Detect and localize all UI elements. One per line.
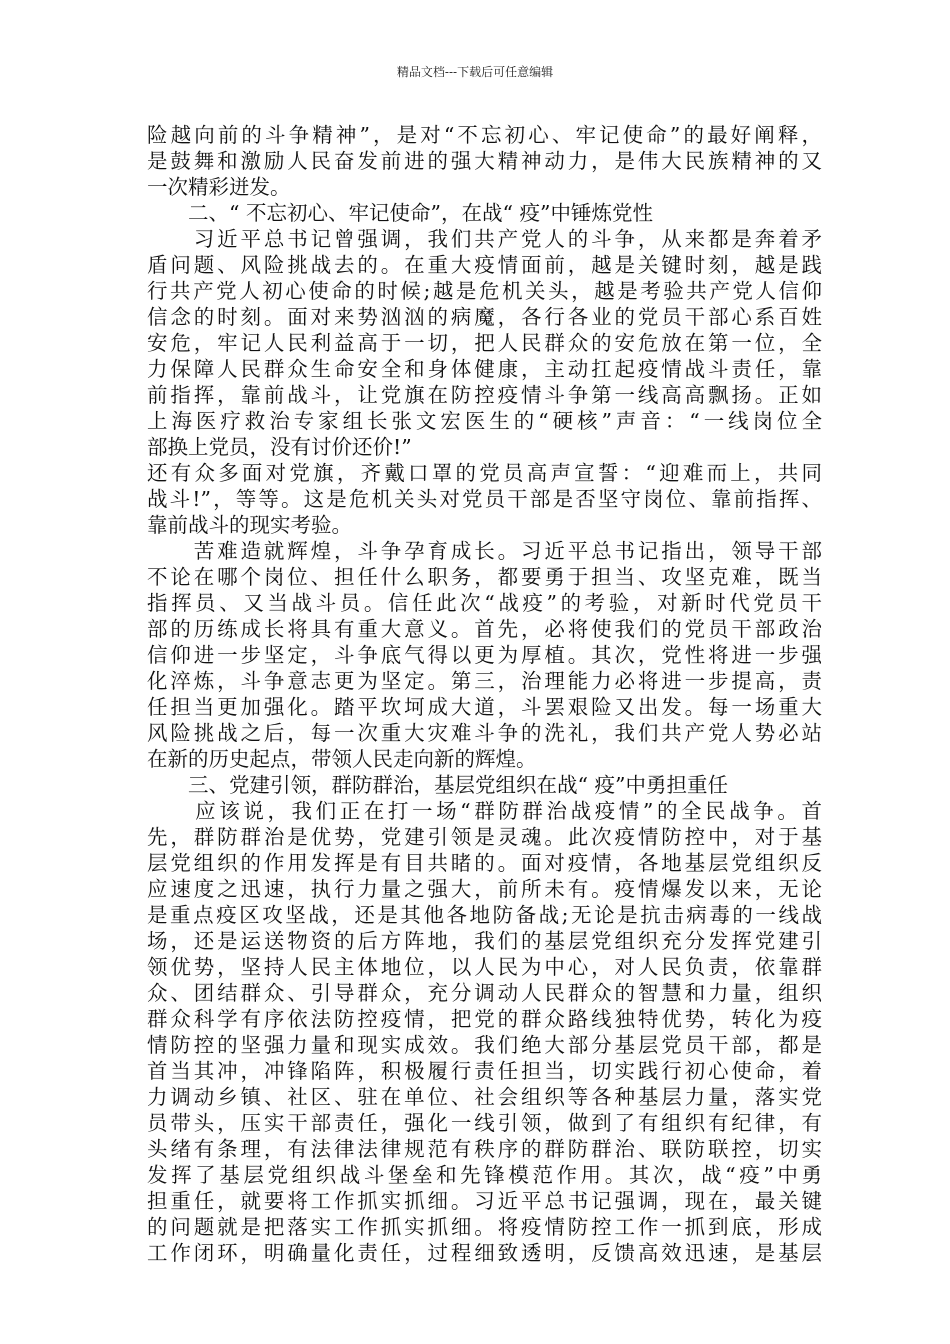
text-line: 任担当更加强化。踏平坎坷成大道，斗罢艰险又出发。每一场重大 [147,695,822,719]
text-line: 力保障人民群众生命安全和身体健康，主动扛起疫情战斗责任，靠 [147,357,822,381]
text-line: 不论在哪个岗位、担任什么职务，都要勇于担当、攻坚克难，既当 [147,565,822,589]
text-line: 险越向前的斗争精神”，是对“不忘初心、牢记使命”的最好阐释， [147,123,822,147]
text-line: 指挥员、又当战斗员。信任此次“战疫”的考验，对新时代党员干 [147,591,822,615]
text-line: 层党组织的作用发挥是有目共睹的。面对疫情，各地基层党组织反 [147,851,822,875]
text-line: 情防控的坚强力量和现实成效。我们绝大部分基层党员干部，都是 [147,1033,822,1057]
text-line: 首当其冲，冲锋陷阵，积极履行责任担当，切实践行初心使命，着 [147,1059,822,1083]
page-header: 精品文档---下载后可任意编辑 [396,65,554,79]
text-line: 安危，牢记人民利益高于一切，把人民群众的安危放在第一位，全 [147,331,822,355]
text-line: 担重任，就要将工作抓实抓细。习近平总书记强调，现在，最关键 [147,1189,822,1213]
text-line: 是鼓舞和激励人民奋发前进的强大精神动力，是伟大民族精神的又 [147,149,822,173]
text-line: 部换上党员，没有讨价还价!” [147,435,412,459]
text-line: 前指挥，靠前战斗，让党旗在防控疫情斗争第一线高高飘扬。正如 [147,383,822,407]
text-line: 先，群防群治是优势，党建引领是灵魂。此次疫情防控中，对于基 [147,825,822,849]
text-line: 信仰进一步坚定，斗争底气得以更为厚植。其次，党性将进一步强 [147,643,822,667]
text-line: 还有众多面对党旗，齐戴口罩的党员高声宣誓：“迎难而上，共同 [147,461,822,485]
text-line: 应速度之迅速，执行力量之强大，前所未有。疫情爆发以来，无论 [147,877,822,901]
text-line: 力调动乡镇、社区、驻在单位、社会组织等各种基层力量，落实党 [147,1085,822,1109]
text-line: 习近平总书记曾强调，我们共产党人的斗争，从来都是奔着矛 [147,227,822,251]
text-line: 上海医疗救治专家组长张文宏医生的“硬核”声音：“一线岗位全 [147,409,822,433]
text-line: 发挥了基层党组织战斗堡垒和先锋模范作用。其次，战“疫”中勇 [147,1163,822,1187]
text-line: 部的历练成长将具有重大意义。首先，必将使我们的党员干部政治 [147,617,822,641]
text-line: 头绪有条理，有法律法律规范有秩序的群防群治、联防联控，切实 [147,1137,822,1161]
text-line: 众、团结群众、引导群众，充分调动人民群众的智慧和力量，组织 [147,981,822,1005]
text-line: 是重点疫区攻坚战，还是其他各地防备战;无论是抗击病毒的一线战 [147,903,822,927]
text-line: 领优势，坚持人民主体地位，以人民为中心，对人民负责，依靠群 [147,955,822,979]
text-line: 场，还是运送物资的后方阵地，我们的基层党组织充分发挥党建引 [147,929,822,953]
text-line: 风险挑战之后，每一次重大灾难斗争的洗礼，我们共产党人势必站 [147,721,822,745]
text-line: 三、党建引领，群防群治，基层党组织在战“ 疫”中勇担重任 [147,773,728,797]
text-line: 一次精彩迸发。 [147,175,291,199]
text-line: 应该说，我们正在打一场“群防群治战疫情”的全民战争。首 [147,799,822,823]
text-line: 苦难造就辉煌，斗争孕育成长。习近平总书记指出，领导干部 [147,539,822,563]
text-line: 二、“ 不忘初心、牢记使命”，在战“ 疫”中锤炼党性 [147,201,653,225]
text-line: 盾问题、风险挑战去的。在重大疫情面前，越是关键时刻，越是践 [147,253,822,277]
text-line: 化淬炼，斗争意志更为坚定。第三，治理能力必将进一步提高，责 [147,669,822,693]
text-line: 行共产党人初心使命的时候;越是危机关头，越是考验共产党人信仰 [147,279,822,303]
text-line: 在新的历史起点，带领人民走向新的辉煌。 [147,747,537,771]
text-line: 员带头，压实干部责任，强化一线引领，做到了有组织有纪律，有 [147,1111,822,1135]
text-line: 群众科学有序依法防控疫情，把党的群众路线独特优势，转化为疫 [147,1007,822,1031]
text-line: 靠前战斗的现实考验。 [147,513,352,537]
text-line: 战斗!”，等等。这是危机关头对党员干部是否坚守岗位、靠前指挥、 [147,487,822,511]
text-line: 信念的时刻。面对来势汹汹的病魔，各行各业的党员干部心系百姓 [147,305,822,329]
text-line: 的问题就是把落实工作抓实抓细。将疫情防控工作一抓到底，形成 [147,1215,822,1239]
text-line: 工作闭环，明确量化责任，过程细致透明，反馈高效迅速，是基层 [147,1241,822,1265]
document-body [147,122,822,1266]
